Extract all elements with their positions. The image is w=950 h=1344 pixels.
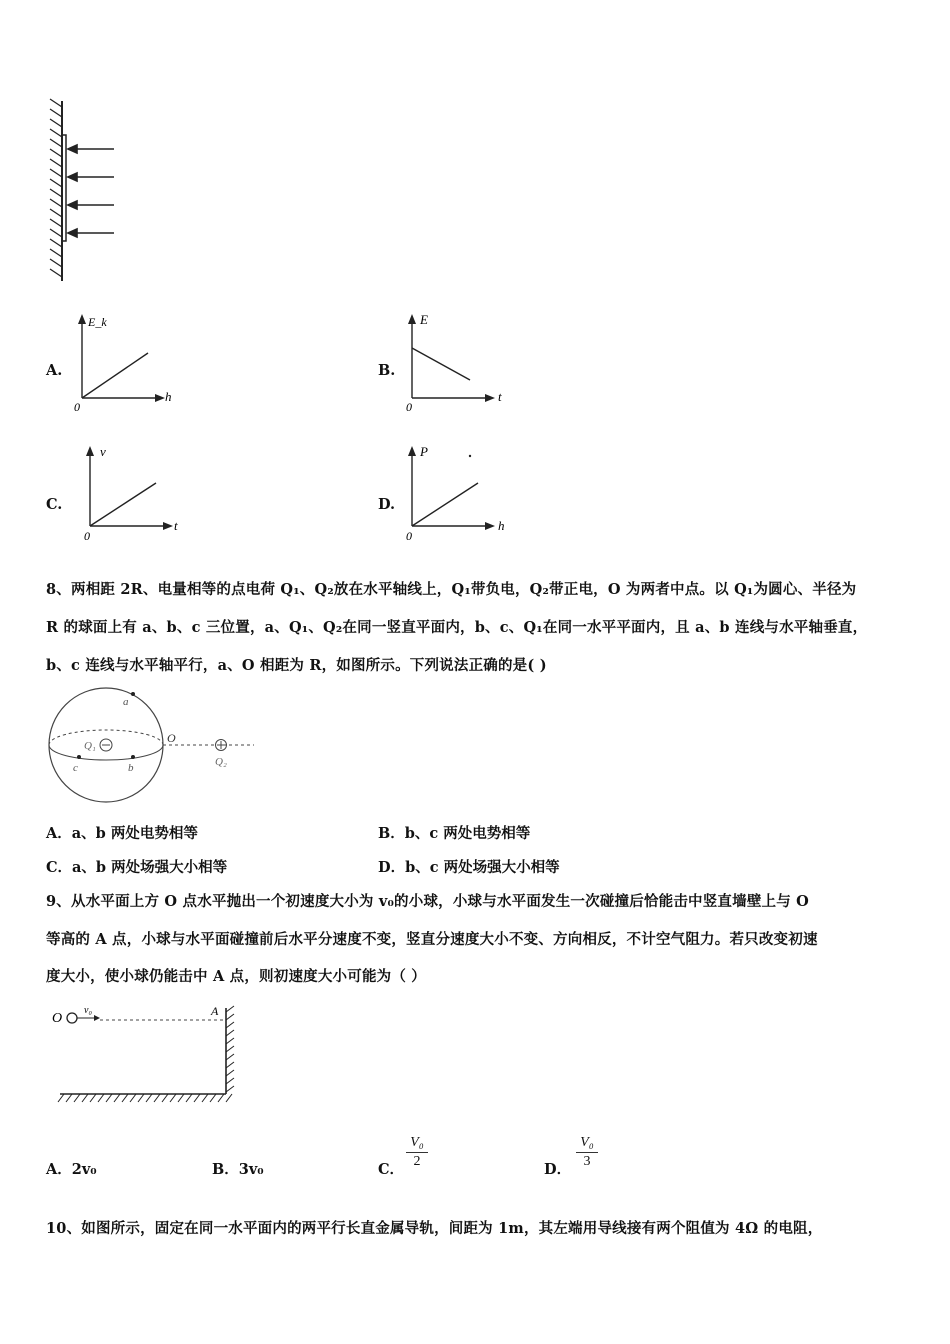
q9-option-d-letter: D．: [544, 1161, 572, 1178]
q9-label-o: O: [52, 1011, 63, 1026]
q9-label-v0: v₀: [84, 1005, 92, 1016]
q9-option-c[interactable]: [378, 1158, 404, 1179]
q9-option-d-denominator: 3: [583, 1154, 591, 1169]
q8-option-b[interactable]: B．b、c 两处电势相等: [378, 825, 531, 842]
q9-label-a: A: [211, 1004, 219, 1018]
q9-text-line-2: 等高的 A 点，小球与水平面碰撞前后水平分速度不变，竖直分速度大小不变、方向相反，不计空气阻力。若只改变初速: [46, 931, 818, 948]
q8-option-c[interactable]: C．a、b 两处场强大小相等: [46, 859, 228, 876]
q7-option-d-letter[interactable]: D.: [378, 496, 396, 513]
q9-text-line-1: 9、从水平面上方 O 点水平抛出一个初速度大小为 v₀的小球，小球与水平面发生一次碰撞后恰能击中竖直墙壁上与 O: [46, 893, 810, 910]
q9-option-b[interactable]: [212, 1158, 264, 1179]
q8-label-b: b: [128, 762, 134, 774]
q9-option-d[interactable]: [544, 1158, 571, 1179]
q9-option-a-text: 2v₀: [71, 1161, 97, 1178]
q8-label-q2: Q₂: [215, 756, 227, 768]
wall-arrows-figure: [40, 95, 130, 285]
q9-text-line-3: 度大小，使小球仍能击中 A 点，则初速度大小可能为（ ）: [46, 968, 426, 985]
q8-option-d[interactable]: D．b、c 两处场强大小相等: [378, 859, 560, 876]
q9-option-c-fraction: [406, 1135, 428, 1170]
q7-option-a-letter[interactable]: A.: [46, 362, 63, 379]
q9-option-d-fraction: [576, 1135, 598, 1170]
q7-d-origin: 0: [406, 529, 412, 543]
q8-sphere-figure: [44, 685, 264, 810]
q7-a-xaxis-label: h: [165, 389, 172, 404]
q7-c-xaxis-label: t: [174, 518, 178, 533]
q8-text-line-3: b、c 连线与水平轴平行，a、O 相距为 R，如图所示。下列说法正确的是( ): [46, 657, 547, 674]
q8-option-a[interactable]: A．a、b 两处电势相等: [46, 825, 198, 842]
q7-graph-b: [400, 308, 515, 416]
q9-option-b-text: 3v₀: [238, 1161, 264, 1178]
q9-option-a-letter: A．: [46, 1161, 72, 1178]
q7-option-b-letter[interactable]: B.: [378, 362, 396, 379]
q7-b-origin: 0: [406, 400, 412, 414]
q9-option-c-numerator: V₀: [406, 1135, 428, 1153]
q7-c-origin: 0: [84, 529, 90, 543]
q8-text-line-2: R 的球面上有 a、b、c 三位置，a、Q₁、Q₂在同一竖直平面内，b、c、Q₁在同一水平平面内，且 a、b 连线与水平轴垂直，: [46, 619, 868, 636]
q9-option-a[interactable]: [46, 1158, 97, 1179]
q8-text-line-1: 8、两相距 2R、电量相等的点电荷 Q₁、Q₂放在水平轴线上，Q₁带负电，Q₂带正电，O 为两者中点。以 Q₁为圆心、半径为: [46, 581, 857, 598]
q9-option-b-letter: B．: [212, 1161, 239, 1178]
q7-graph-d: [400, 440, 515, 545]
q7-d-xaxis-label: h: [498, 518, 505, 533]
q8-label-a: a: [123, 696, 129, 708]
q8-label-q1: Q₁: [84, 740, 96, 752]
q9-option-c-denominator: 2: [413, 1154, 421, 1169]
q7-c-yaxis-label: v: [100, 444, 106, 459]
q8-label-o: O: [167, 731, 176, 745]
q7-graph-c: [78, 440, 193, 545]
q7-graph-a: [70, 308, 185, 416]
q10-text-line-1: 10、如图所示，固定在同一水平面内的两平行长直金属导轨，间距为 1m，其左端用导线接有两个阻值为 4Ω 的电阻，: [46, 1220, 823, 1237]
q7-d-yaxis-label: P: [420, 444, 428, 459]
q9-option-d-numerator: V₀: [576, 1135, 598, 1153]
q9-projectile-figure: [48, 1000, 248, 1110]
q9-option-c-letter: C．: [378, 1161, 405, 1178]
q7-a-yaxis-label: E_k: [88, 315, 107, 329]
q7-a-origin: 0: [74, 400, 80, 414]
q7-option-c-letter[interactable]: C.: [46, 496, 63, 513]
q8-label-c: c: [73, 762, 78, 774]
q7-b-xaxis-label: t: [498, 389, 502, 404]
q7-b-yaxis-label: E: [420, 312, 428, 327]
